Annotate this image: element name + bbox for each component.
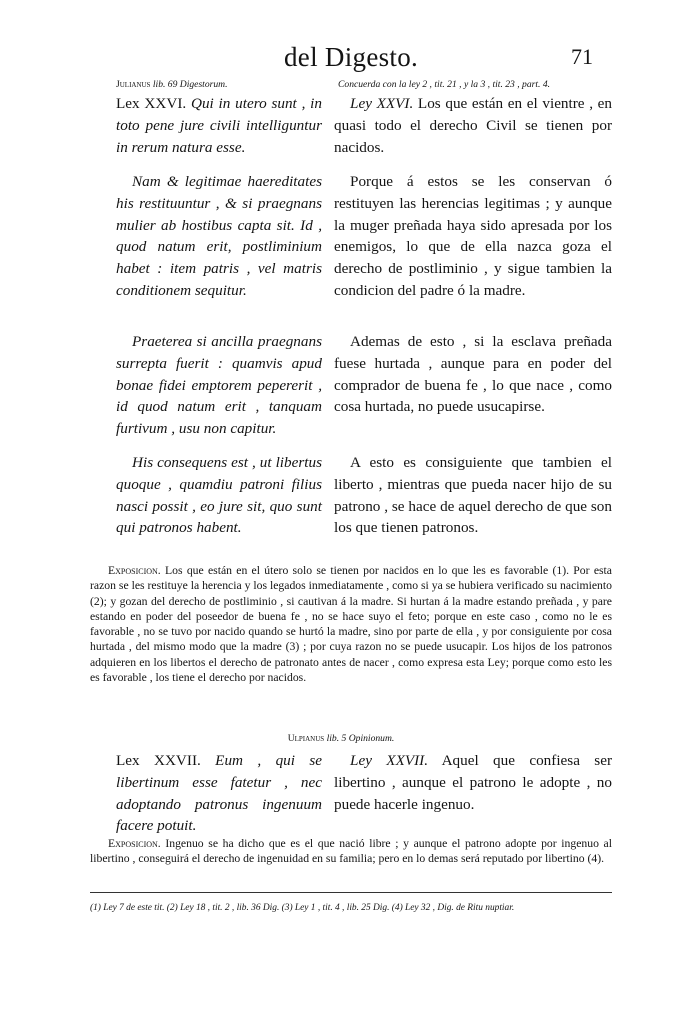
exposicion-lex-27 <box>90 836 612 867</box>
page-number: 71 <box>571 44 593 69</box>
citation-author: Ulpianus <box>287 733 325 744</box>
running-title: del Digesto. <box>284 42 419 72</box>
paragraph-text: Aquel que confiesa ser libertino , aunque el patrono le adopte , no puede hacerle ingenuo. <box>334 752 613 813</box>
latin-column-lex-27 <box>116 750 322 837</box>
latin-paragraph <box>116 93 322 158</box>
paragraph-text: Eum , qui se libertinum esse fatetur , nec adoptando patronus ingenuum facere potuit. <box>116 752 322 835</box>
latin-source-citation <box>116 79 228 90</box>
law-heading: Lex XXVI. <box>116 95 187 112</box>
exposicion-text: Los que están en el útero solo se tienen por nacidos en lo que les es favorable (1). Por esta razon se les restituye la herencia y los legados inmediatamente , como si ya se hubiera verificado su nacimiento (2); y gozan del derecho de postliminio , si cautivan á la madre. Si hurtan á la madre estando preñada , y pare estando en poder del poseedor de buena fe , no se hace suyo el feto; porque en este caso , como no le es favorable , no se tuvo por nacido quando se hurtó la madre, sino por parte de ella , y por consiguiente por cosa hurtada , del mismo modo que la madre (3) ; por cuya razon no se puede usucapir. Los hijos de los patronos adquieren en los libertos el derecho de patronato antes de nacer , como expresa esta Ley; porque como esto les es favorable , los tiene el derecho por nacidos. <box>90 564 612 685</box>
footnote-divider <box>90 892 612 893</box>
spanish-paragraph: Porque á estos se les conservan ó restituyen las herencias legitimas ; y aunque la muger preñada haya sido apresada por los enemigos, lo que de ella nazca goza el derecho de postliminio , y sigue tambien la condicion del padre ó la madre. <box>334 173 612 299</box>
citation-source: lib. 69 Digestorum. <box>152 79 228 90</box>
latin-column-p3 <box>116 331 322 440</box>
law-heading: Lex XXVII. <box>116 752 201 769</box>
exposicion-lex-26 <box>90 563 612 685</box>
latin-column-lex-26 <box>116 93 322 158</box>
footnotes: (1) Ley 7 de este tit. (2) Ley 18 , tit. 2 , lib. 36 Dig. (3) Ley 1 , tit. 4 , lib. 25 Dig. (4) Ley 32 , Dig. de Ritu nuptiar. <box>90 903 515 913</box>
paragraph-text: Los que están en el vientre , en quasi todo el derecho Civil se tienen por nacidos. <box>334 95 612 156</box>
latin-paragraph: Praeterea si ancilla praegnans surrepta fuerit : quamvis apud bonae fidei emptorem pepererit , id quod natum erit , tanquam furtivum , usu non capitur. <box>116 333 322 438</box>
spanish-column-p4 <box>334 452 612 539</box>
spanish-paragraph: A esto es consiguiente que tambien el liberto , mientras que pueda nacer hijo de su patrono , se hace de aquel derecho de que son los que tienen patronos. <box>334 454 612 537</box>
spanish-column-p2 <box>334 171 612 302</box>
citation-author: Julianus <box>116 79 151 90</box>
latin-paragraph: His consequens est , ut libertus quoque , quamdiu patroni filius nasci possit , eo jure sit, quo sunt qui patronos habent. <box>116 454 322 537</box>
latin-column-p2 <box>116 171 322 302</box>
spanish-concordance-citation: Concuerda con la ley 2 , tit. 21 , y la 3 , tit. 23 , part. 4. <box>338 79 551 90</box>
latin-column-p4 <box>116 452 322 539</box>
spanish-column-ley-27 <box>334 750 612 815</box>
law-heading: Ley XXVI. <box>350 95 414 112</box>
exposicion-text: Ingenuo se ha dicho que es el que nació libre ; y aunque el patrono adopte por ingenuo al libertino , conseguirá el derecho de ingenuidad en su familia; pero en lo demas será reputado por libertino (4). <box>90 837 612 866</box>
exposicion-label: Exposicion. <box>108 564 161 577</box>
latin-paragraph <box>116 750 322 837</box>
spanish-paragraph: Ademas de esto , si la esclava preñada fuese hurtada , aunque para en poder del comprador de buena fe , lo que nace , como cosa hurtada, no puede usucapirse. <box>334 333 612 416</box>
spanish-paragraph <box>334 750 612 815</box>
spanish-column-p3 <box>334 331 612 418</box>
latin-paragraph: Nam & legitimae haereditates his restituuntur , & si praegnans mulier ab hostibus capta sit. Id , quod natum erit, postliminium habet : item patris , vel matris conditionem sequitur. <box>116 173 322 299</box>
law-heading: Ley XXVII. <box>350 752 429 769</box>
paragraph-text: Qui in utero sunt , in toto pene jure civili intelliguntur in rerum natura esse. <box>116 95 322 156</box>
spanish-paragraph <box>334 93 612 158</box>
citation-source: lib. 5 Opinionum. <box>326 733 395 744</box>
page-header <box>0 42 682 76</box>
spanish-column-ley-26 <box>334 93 612 158</box>
exposicion-label: Exposicion. <box>108 837 161 850</box>
ulpianus-citation <box>0 733 682 744</box>
